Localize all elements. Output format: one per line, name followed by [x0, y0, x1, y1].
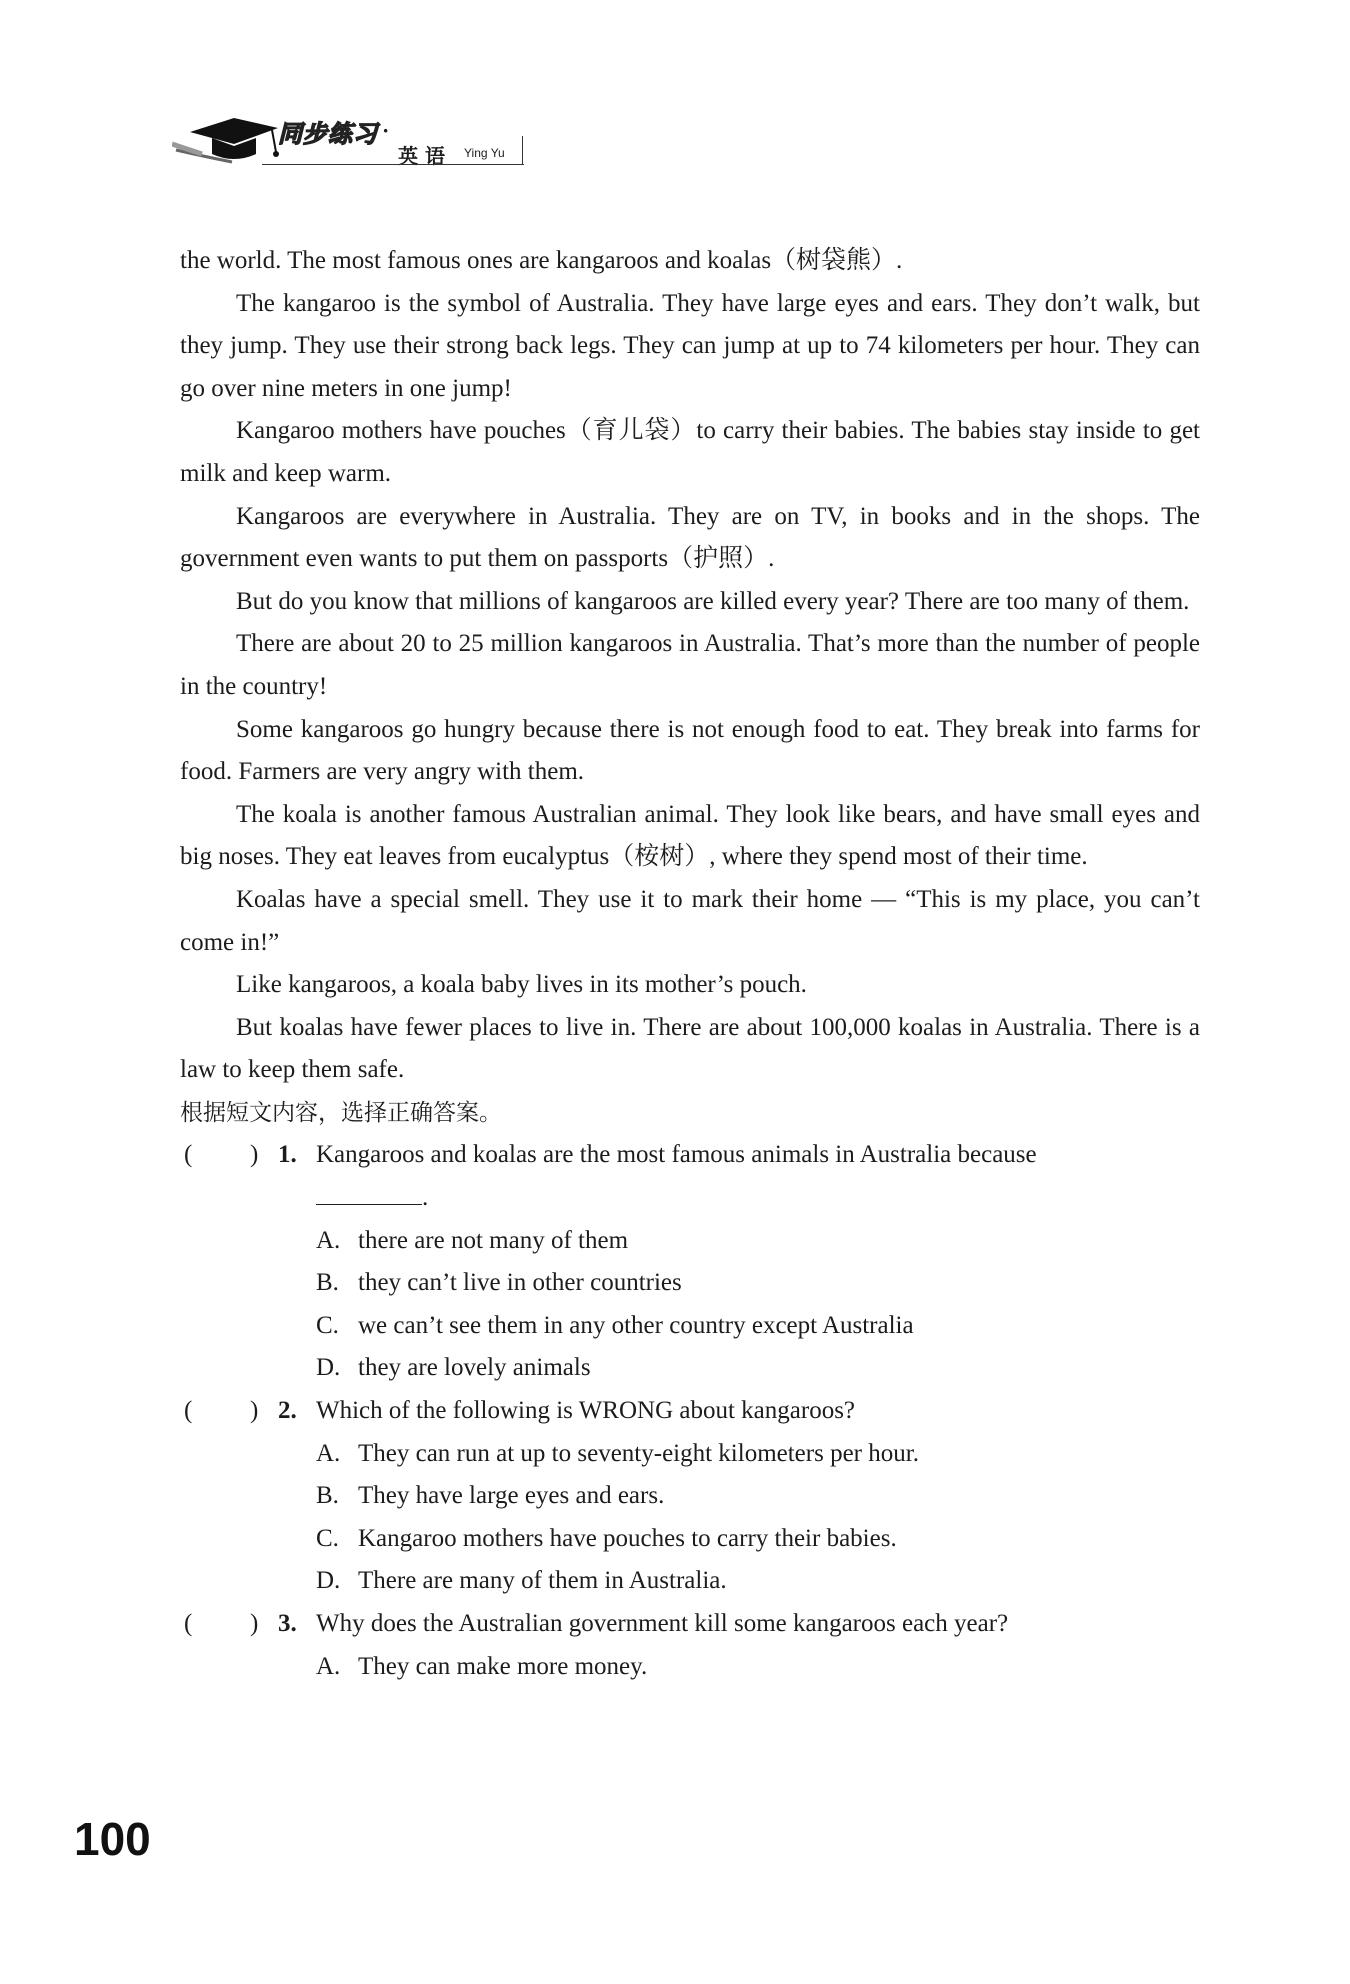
option-text: there are not many of them — [358, 1226, 629, 1254]
answer-blank — [316, 1180, 422, 1205]
passage-paragraph: The kangaroo is the symbol of Australia. They have large eyes and ears. They don’t walk, but they jump. They use their strong back legs. They can jump at up to 74 kilometers per hour. They can go over nine meters in one jump! — [180, 289, 1200, 402]
passage-paragraph: Koalas have a special smell. They use it to mark their home — “This is my place, you can’t come in!” — [180, 885, 1200, 956]
option-c — [180, 1518, 1200, 1561]
option-text: They can make more money. — [358, 1652, 648, 1680]
option-letter: B. — [316, 1269, 339, 1297]
option-a — [180, 1220, 1200, 1263]
answer-paren-open: ( — [184, 1610, 193, 1637]
question-3 — [180, 1603, 1200, 1646]
option-b — [180, 1262, 1200, 1305]
option-text: they can’t live in other countries — [358, 1269, 682, 1297]
answer-paren-close: ) — [250, 1610, 259, 1637]
page-content — [180, 240, 1200, 1688]
passage-paragraph: But do you know that millions of kangaroos are killed every year? There are too many of them. — [236, 587, 1190, 615]
passage-paragraph: But koalas have fewer places to live in. There are about 100,000 koalas in Australia. There is a law to keep them safe. — [180, 1013, 1200, 1084]
question-stem: Which of the following is WRONG about kangaroos? — [316, 1397, 856, 1425]
option-d — [180, 1347, 1200, 1390]
header-underline — [262, 164, 524, 165]
option-text: Kangaroo mothers have pouches to carry their babies. — [358, 1524, 897, 1552]
header-dot: · — [382, 118, 390, 143]
answer-paren-open: ( — [184, 1397, 193, 1425]
graduation-cap-icon — [172, 98, 292, 168]
option-letter: A. — [316, 1226, 341, 1254]
passage-paragraph: Like kangaroos, a koala baby lives in its mother’s pouch. — [236, 971, 807, 999]
question-number: 1. — [278, 1141, 297, 1169]
option-letter: A. — [316, 1439, 341, 1467]
option-letter: B. — [316, 1482, 339, 1510]
answer-paren-close: ) — [250, 1397, 259, 1425]
option-text: There are many of them in Australia. — [358, 1567, 727, 1595]
series-title: 同步练习 — [278, 120, 378, 148]
option-text: they are lovely animals — [358, 1354, 591, 1382]
option-d — [180, 1560, 1200, 1603]
passage-paragraph: Some kangaroos go hungry because there is not enough food to eat. They break into farms for food. Farmers are very angry with them. — [180, 715, 1200, 786]
subject-pinyin: Ying Yu — [464, 146, 505, 160]
page-header — [172, 98, 532, 168]
question-2 — [180, 1390, 1200, 1433]
option-a — [180, 1646, 1200, 1689]
option-text: They have large eyes and ears. — [358, 1482, 665, 1510]
option-a — [180, 1433, 1200, 1476]
question-number: 2. — [278, 1397, 297, 1425]
question-stem: Why does the Australian government kill some kangaroos each year? — [316, 1610, 1009, 1637]
option-letter: C. — [316, 1524, 339, 1552]
exercise-instruction: 根据短文内容，选择正确答案。 — [180, 1099, 502, 1126]
question-stem-end: . — [422, 1184, 429, 1212]
option-text: They can run at up to seventy-eight kilometers per hour. — [358, 1439, 919, 1467]
question-stem: Kangaroos and koalas are the most famous animals in Australia because — [316, 1141, 1037, 1169]
option-letter: D. — [316, 1354, 341, 1382]
page-number: 100 — [74, 1813, 151, 1865]
passage-paragraph: Kangaroo mothers have pouches（育儿袋）to carry their babies. The babies stay inside to get milk and keep warm. — [180, 417, 1200, 487]
header-divider — [522, 136, 523, 164]
option-letter: C. — [316, 1311, 339, 1339]
option-c — [180, 1305, 1200, 1348]
passage-paragraph: The koala is another famous Australian animal. They look like bears, and have small eyes and big noses. They eat leaves from eucalyptus（桉树）, where they spend most of their time. — [180, 800, 1200, 871]
option-letter: A. — [316, 1652, 341, 1680]
passage-paragraph: There are about 20 to 25 million kangaroos in Australia. That’s more than the number of people in the country! — [180, 630, 1200, 700]
passage-paragraph: Kangaroos are everywhere in Australia. They are on TV, in books and in the shops. The government even wants to put them on passports（护照）. — [180, 502, 1200, 573]
question-number: 3. — [278, 1610, 297, 1637]
option-text: we can’t see them in any other country except Australia — [358, 1311, 914, 1339]
answer-paren-close: ) — [250, 1141, 259, 1169]
question-1 — [180, 1134, 1200, 1219]
option-letter: D. — [316, 1567, 341, 1595]
answer-paren-open: ( — [184, 1141, 193, 1169]
subject-label: 英 语 — [398, 144, 445, 168]
option-b — [180, 1475, 1200, 1518]
passage-paragraph: the world. The most famous ones are kangaroos and koalas（树袋熊）. — [180, 247, 903, 274]
